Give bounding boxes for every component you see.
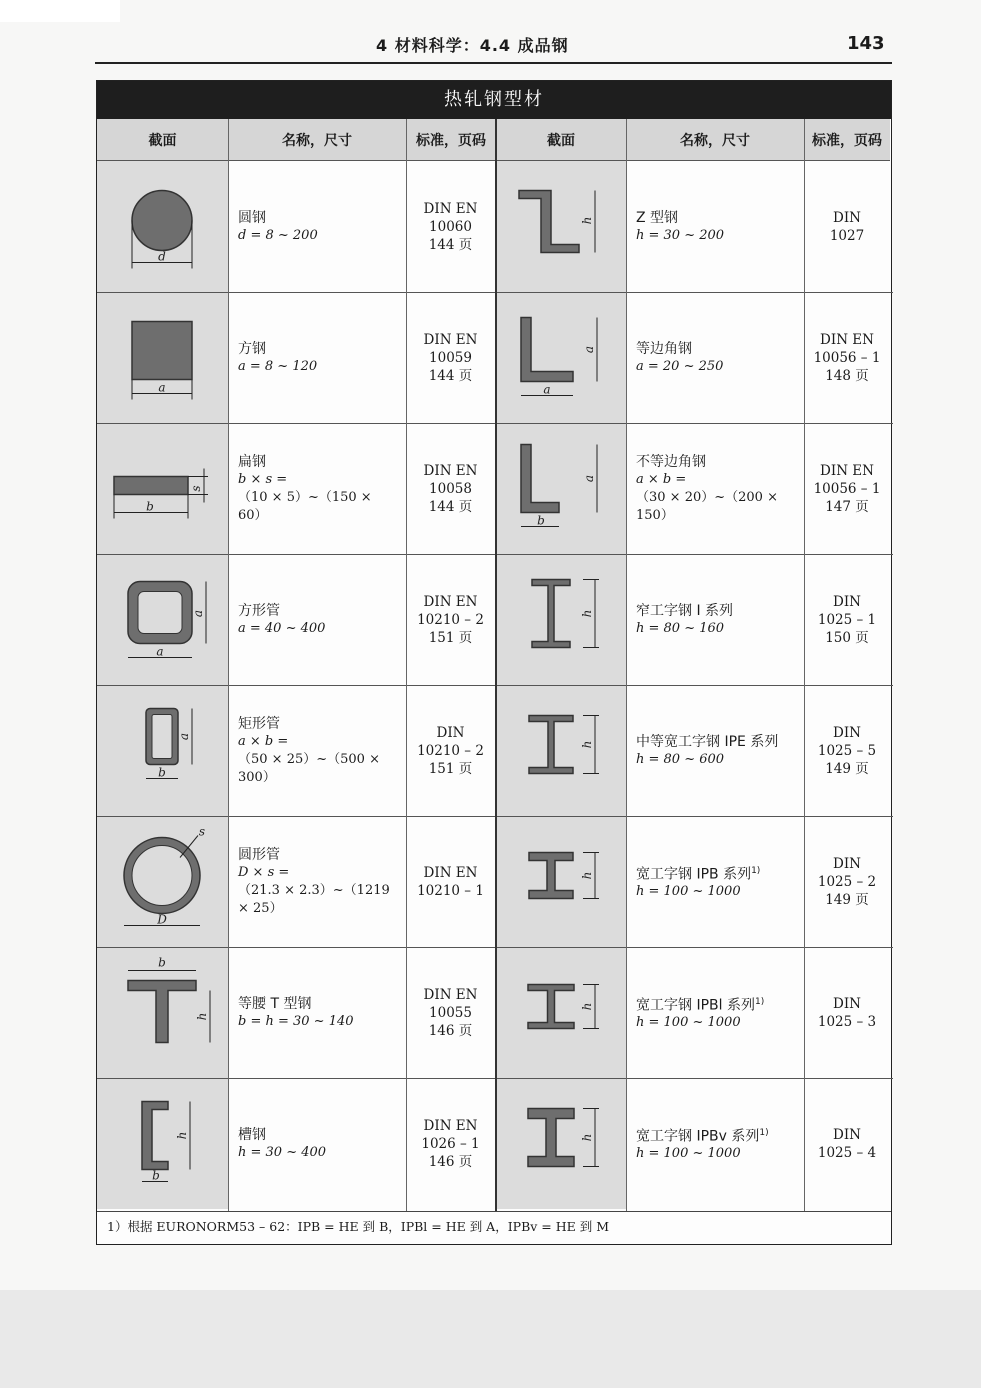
standard-line: DIN EN (423, 986, 478, 1003)
standard-line: DIN (833, 724, 861, 741)
right-row-7-standard-cell (804, 947, 890, 1078)
left-row-4-name-cell (228, 554, 406, 685)
wide-i-beam-ipbi-icon (496, 947, 626, 1078)
profile-dimensions: h = 80 ~ 160 (636, 620, 725, 636)
profile-dimensions: a = 40 ~ 400 (238, 620, 326, 636)
header-name-left: 名称，尺寸 (228, 119, 406, 161)
dimension-label: a (582, 474, 596, 483)
right-row-6-standard-cell (804, 816, 890, 947)
t-section-icon (97, 947, 228, 1078)
col-divider (228, 119, 229, 1212)
left-row-2-standard-cell (406, 292, 495, 423)
standard-line: DIN EN (423, 864, 478, 881)
left-row-4-section-cell (97, 554, 228, 685)
right-row-4-standard-cell (804, 554, 890, 685)
row-divider (97, 685, 496, 686)
profile-dimension-range: （50 × 25）~（500 × 300） (238, 751, 380, 785)
right-row-2-section-cell (496, 292, 626, 423)
profile-name-text: 宽工字钢 IPB 系列 (636, 866, 752, 883)
standard-line: 10056 – 1 (813, 349, 881, 366)
standard-line: 149 页 (825, 760, 869, 777)
standard-line: DIN (833, 1126, 861, 1143)
profile-name-text: 宽工字钢 IPBv 系列 (636, 1128, 760, 1145)
profile-name (238, 715, 398, 733)
profile-name-text: 圆形管 (238, 846, 280, 863)
standard-line: 146 页 (428, 1022, 473, 1039)
standard-line: 1025 – 1 (817, 611, 877, 628)
standard-line: DIN (833, 995, 861, 1012)
dimension-label: b (146, 499, 154, 514)
standard-line: 144 页 (428, 236, 473, 253)
row-divider (97, 816, 496, 817)
left-row-7-standard-cell (406, 947, 495, 1078)
profile-name-text: 圆钢 (238, 209, 266, 226)
left-row-6-standard-cell (406, 816, 495, 947)
dimension-label: a (543, 382, 551, 397)
round-bar-icon (97, 161, 228, 292)
left-row-4-standard-cell (406, 554, 495, 685)
left-row-1-section-cell (97, 161, 228, 292)
left-row-5-section-cell (97, 685, 228, 816)
profile-dimensions: a × b = (636, 471, 687, 487)
page-number: 143 (847, 33, 885, 54)
profile-dimension-range: （30 × 20）~（200 × 150） (636, 489, 778, 523)
dimension-label: h (580, 871, 594, 880)
profile-dimensions: a × b = (238, 733, 289, 749)
header-rule (95, 62, 892, 64)
footnote: 1）根据 EURONORM53 – 62：IPB = HE 到 B，IPBl = HE 到 A，IPBv = HE 到 M (107, 1219, 610, 1234)
footnote-rule (97, 1211, 891, 1212)
profile-name (636, 733, 796, 751)
profile-name (636, 602, 796, 620)
dimension-label: h (175, 1131, 189, 1140)
standard-line: 1025 – 3 (817, 1013, 877, 1030)
standard-line: 1027 (829, 227, 865, 244)
dimension-label: a (158, 380, 166, 395)
standard-line: DIN EN (423, 593, 478, 610)
profile-name (238, 209, 398, 227)
right-row-7-section-cell (496, 947, 626, 1078)
profile-name-text: 窄工字钢 I 系列 (636, 602, 734, 619)
right-row-2-name-cell (626, 292, 804, 423)
profile-name-text: 方形管 (238, 602, 280, 619)
left-row-6-section-cell (97, 816, 228, 947)
profile-dimensions: h = 30 ~ 200 (636, 227, 725, 243)
table-title: 热轧钢型材 (97, 81, 891, 119)
profile-dimension-range: （21.3 × 2.3）~（1219 × 25） (238, 882, 390, 916)
col-divider (626, 119, 627, 1212)
profile-name (238, 340, 398, 358)
profile-name (636, 1124, 796, 1146)
left-row-8-name-cell (228, 1078, 406, 1209)
standard-line: DIN EN (423, 462, 478, 479)
profile-name (636, 993, 796, 1015)
dimension-label: b (158, 765, 166, 780)
left-row-7-section-cell (97, 947, 228, 1078)
standard-line: DIN (833, 593, 861, 610)
right-row-6-section-cell (496, 816, 626, 947)
left-row-5-standard-cell (406, 685, 495, 816)
profile-dimensions: h = 100 ~ 1000 (636, 884, 741, 900)
col-divider (406, 119, 407, 1212)
right-row-8-section-cell (496, 1078, 626, 1209)
standard-line: 1025 – 5 (817, 742, 877, 759)
right-row-1-standard-cell (804, 161, 890, 292)
standard-line: 151 页 (428, 629, 473, 646)
standard-line: DIN EN (423, 1117, 478, 1134)
dimension-label: s (189, 485, 203, 492)
wide-i-beam-ipbv-icon (496, 1078, 626, 1209)
right-row-8-standard-cell (804, 1078, 890, 1209)
standard-line: 149 页 (825, 891, 869, 908)
profile-name (238, 846, 398, 864)
dimension-label: b (537, 513, 545, 528)
left-row-7-name-cell (228, 947, 406, 1078)
profile-name (238, 1126, 398, 1144)
row-divider (496, 423, 893, 424)
dimension-label: h (580, 609, 594, 618)
profile-dimensions: b = h = 30 ~ 140 (238, 1013, 354, 1029)
dimension-label: b (158, 955, 166, 970)
standard-line: 150 页 (825, 629, 869, 646)
standard-line: 10060 (429, 218, 472, 235)
dimension-label: h (195, 1012, 209, 1021)
left-row-3-section-cell (97, 423, 228, 554)
wide-i-beam-ipb-icon (496, 816, 626, 947)
dimension-label: b (152, 1168, 160, 1183)
standard-line: DIN EN (820, 462, 874, 479)
standard-line: 144 页 (428, 498, 473, 515)
row-divider (97, 1078, 496, 1079)
row-divider (97, 292, 496, 293)
standard-line: 10055 (429, 1004, 472, 1021)
left-row-2-section-cell (97, 292, 228, 423)
profile-dimensions: a = 8 ~ 120 (238, 358, 318, 374)
round-tube-icon (97, 816, 228, 947)
profile-name-text: 中等宽工字钢 IPE 系列 (636, 733, 779, 750)
right-row-3-standard-cell (804, 423, 890, 554)
standard-line: 1025 – 2 (817, 873, 877, 890)
dimension-label: s (198, 824, 206, 839)
footnote-marker: 1) (754, 996, 765, 1007)
header-standard-right: 标准，页码 (804, 119, 890, 161)
row-divider (496, 685, 893, 686)
profile-name-text: 等边角钢 (636, 340, 692, 357)
footnote-marker: 1) (751, 865, 761, 876)
dimension-label: D (157, 912, 167, 927)
col-divider (804, 119, 805, 1212)
row-divider (496, 1078, 893, 1079)
profile-dimensions: h = 100 ~ 1000 (636, 1146, 741, 1162)
left-row-6-name-cell (228, 816, 406, 947)
rect-tube-icon (97, 685, 228, 816)
left-row-8-standard-cell (406, 1078, 495, 1209)
profile-name-text: 不等边角钢 (636, 453, 706, 470)
right-row-5-name-cell (626, 685, 804, 816)
left-row-8-section-cell (97, 1078, 228, 1209)
dimension-label: a (191, 609, 205, 618)
right-row-1-section-cell (496, 161, 626, 292)
header-section-right: 截面 (496, 119, 626, 161)
left-row-5-name-cell (228, 685, 406, 816)
row-divider (496, 816, 893, 817)
row-divider (496, 292, 893, 293)
row-divider (97, 554, 496, 555)
right-row-3-section-cell (496, 423, 626, 554)
profile-name-text: 等腰 T 型钢 (238, 995, 312, 1012)
dimension-label: d (158, 249, 166, 264)
profile-name (636, 340, 796, 358)
standard-line: 10210 – 2 (417, 611, 484, 628)
header-section-left: 截面 (97, 119, 228, 161)
scan-corner (0, 0, 120, 22)
dimension-label: h (580, 216, 594, 225)
profile-dimensions: b × s = (238, 471, 288, 487)
standard-line: DIN (436, 724, 465, 741)
standard-line: 147 页 (825, 498, 869, 515)
standard-line: 10059 (429, 349, 472, 366)
left-row-1-standard-cell (406, 161, 495, 292)
equal-angle-icon (496, 292, 626, 423)
right-row-2-standard-cell (804, 292, 890, 423)
standard-line: 151 页 (428, 760, 473, 777)
profile-name (636, 453, 796, 471)
profile-dimensions: d = 8 ~ 200 (238, 227, 318, 243)
standard-line: DIN EN (423, 200, 478, 217)
profiles-table (96, 80, 892, 1245)
narrow-i-beam-icon (496, 554, 626, 685)
left-row-3-standard-cell (406, 423, 495, 554)
profile-name-text: 扁钢 (238, 453, 266, 470)
standard-line: 148 页 (825, 367, 869, 384)
footnote-marker: 1) (759, 1127, 769, 1138)
standard-line: 1025 – 4 (817, 1144, 877, 1161)
standard-line: 10210 – 2 (417, 742, 484, 759)
standard-line: 1026 – 1 (421, 1135, 480, 1152)
row-divider (97, 947, 496, 948)
right-row-3-name-cell (626, 423, 804, 554)
profile-dimensions: h = 30 ~ 400 (238, 1144, 327, 1160)
standard-line: 146 页 (428, 1153, 473, 1170)
profile-dimension-range: （10 × 5）~（150 × 60） (238, 489, 372, 523)
medium-i-beam-icon (496, 685, 626, 816)
standard-line: 10058 (429, 480, 472, 497)
profile-dimensions: D × s = (238, 864, 290, 880)
profile-name (238, 453, 398, 471)
z-section-icon (496, 161, 626, 292)
standard-line: DIN EN (423, 331, 478, 348)
running-head: 4 材料科学：4.4 成品钢 (376, 36, 569, 55)
row-divider (496, 947, 893, 948)
channel-icon (97, 1078, 228, 1209)
header-standard-left: 标准，页码 (406, 119, 496, 161)
profile-name-text: 槽钢 (238, 1126, 266, 1143)
right-row-5-standard-cell (804, 685, 890, 816)
page-bottom-margin (0, 1290, 981, 1388)
right-row-7-name-cell (626, 947, 804, 1078)
profile-name-text: 方钢 (238, 340, 266, 357)
profile-name (238, 995, 398, 1013)
right-row-1-name-cell (626, 161, 804, 292)
right-row-4-section-cell (496, 554, 626, 685)
profile-name-text: Z 型钢 (636, 209, 679, 226)
profile-name-text: 宽工字钢 IPBl 系列 (636, 997, 755, 1014)
standard-line: 10210 – 1 (417, 882, 484, 899)
standard-line: 144 页 (428, 367, 473, 384)
dimension-label: h (580, 1002, 594, 1011)
dimension-label: h (580, 1133, 594, 1142)
profile-name (636, 862, 796, 884)
dimension-label: a (177, 732, 191, 741)
left-row-3-name-cell (228, 423, 406, 554)
col-divider-center (495, 119, 497, 1212)
square-bar-icon (97, 292, 228, 423)
standard-line: 10056 – 1 (813, 480, 881, 497)
right-row-4-name-cell (626, 554, 804, 685)
left-row-2-name-cell (228, 292, 406, 423)
standard-line: DIN (833, 855, 861, 872)
profile-name (238, 602, 398, 620)
right-row-5-section-cell (496, 685, 626, 816)
dimension-label: h (580, 740, 594, 749)
right-row-8-name-cell (626, 1078, 804, 1209)
dimension-label: a (156, 644, 164, 659)
profile-dimensions: h = 100 ~ 1000 (636, 1015, 741, 1031)
square-tube-icon (97, 554, 228, 685)
standard-line: DIN (833, 209, 861, 226)
profile-dimensions: h = 80 ~ 600 (636, 751, 725, 767)
left-row-1-name-cell (228, 161, 406, 292)
profile-name (636, 209, 796, 227)
right-row-6-name-cell (626, 816, 804, 947)
standard-line: DIN EN (820, 331, 874, 348)
profile-name-text: 矩形管 (238, 715, 280, 732)
unequal-angle-icon (496, 423, 626, 554)
header-name-right: 名称，尺寸 (626, 119, 804, 161)
flat-bar-icon (97, 423, 228, 554)
profile-dimensions: a = 20 ~ 250 (636, 358, 724, 374)
row-divider (97, 423, 496, 424)
dimension-label: a (582, 345, 596, 354)
row-divider (496, 554, 893, 555)
